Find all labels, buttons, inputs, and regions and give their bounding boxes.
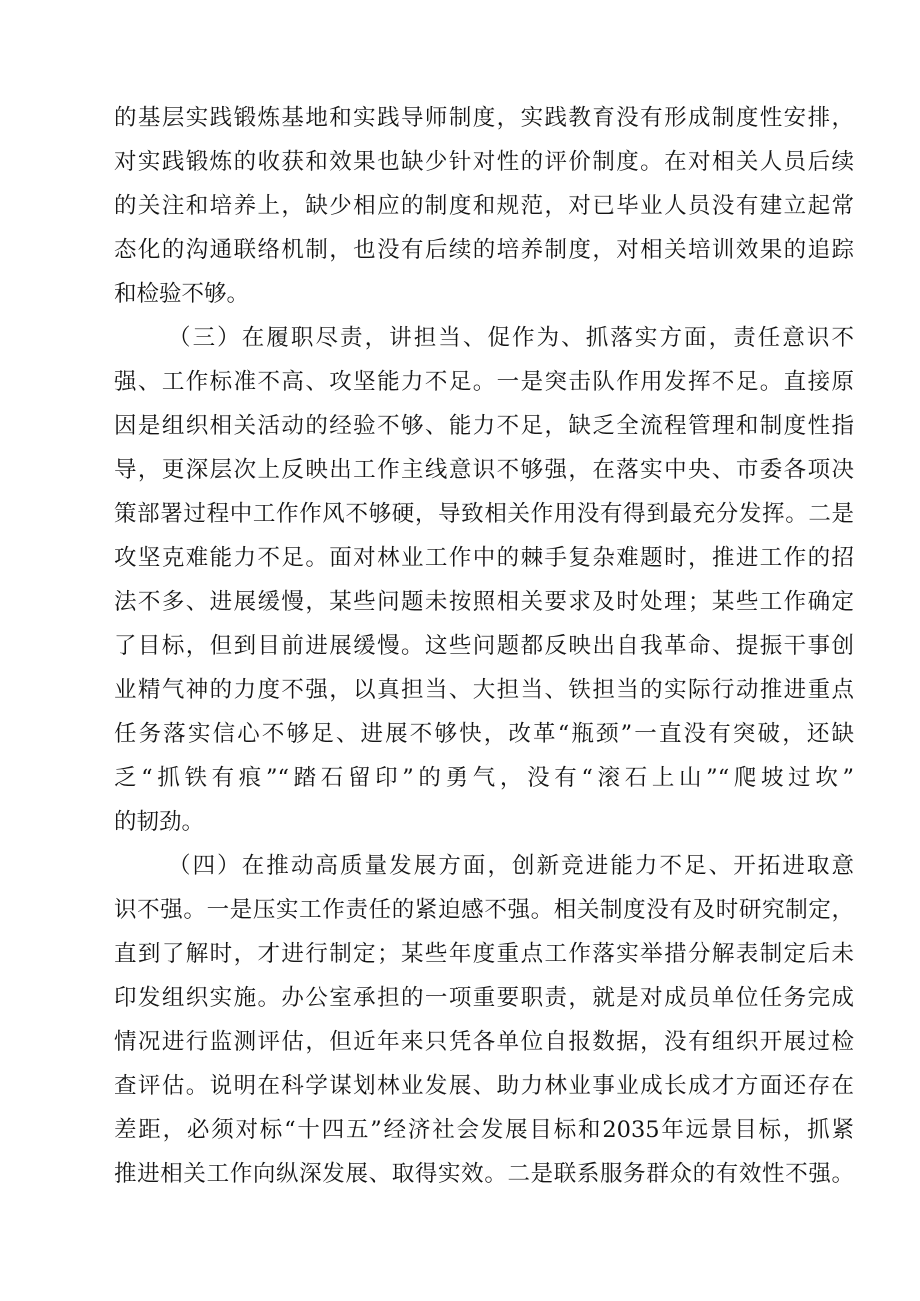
text-line: 和检验不够。 [114,281,250,307]
text-line: 因是组织相关活动的经验不够、能力不足，缺乏全流程管理和制度性指 [114,413,854,439]
text-line: 业精气神的力度不强，以真担当、大担当、铁担当的实际行动推进重点 [114,677,854,703]
text-line: 态化的沟通联络机制，也没有后续的培养制度，对相关培训效果的追踪 [114,237,854,263]
text-line: （三）在履职尽责，讲担当、促作为、抓落实方面，责任意识不 [168,325,854,351]
text-line: 导，更深层次上反映出工作主线意识不够强，在落实中央、市委各项决 [114,457,854,483]
text-line: 直到了解时，才进行制定；某些年度重点工作落实举措分解表制定后未 [114,941,854,967]
text-line: 了目标，但到目前进展缓慢。这些问题都反映出自我革命、提振干事创 [114,633,854,659]
document-body [114,96,854,1196]
text-line: 查评估。说明在科学谋划林业发展、助力林业事业成长成才方面还存在 [114,1073,854,1099]
text-line: 策部署过程中工作作风不够硬，导致相关作用没有得到最充分发挥。二是 [114,501,854,527]
text-line: 的韧劲。 [114,809,205,835]
text-line: 的基层实践锻炼基地和实践导师制度，实践教育没有形成制度性安排， [114,105,854,131]
text-line: 识不强。一是压实工作责任的紧迫感不强。相关制度没有及时研究制定， [114,897,854,923]
text-line: 情况进行监测评估，但近年来只凭各单位自报数据，没有组织开展过检 [114,1029,854,1055]
text-line: 对实践锻炼的收获和效果也缺少针对性的评价制度。在对相关人员后续 [114,149,854,175]
text-line: 差距，必须对标“十四五”经济社会发展目标和2035年远景目标，抓紧 [114,1117,854,1143]
text-line: 强、工作标准不高、攻坚能力不足。一是突击队作用发挥不足。直接原 [114,369,854,395]
text-line: （四）在推动高质量发展方面，创新竞进能力不足、开拓进取意 [168,853,854,879]
text-line: 攻坚克难能力不足。面对林业工作中的棘手复杂难题时，推进工作的招 [114,545,854,571]
text-line: 任务落实信心不够足、进展不够快，改革“瓶颈”一直没有突破，还缺 [114,721,854,747]
text-line: 法不多、进展缓慢，某些问题未按照相关要求及时处理；某些工作确定 [114,589,854,615]
text-line: 推进相关工作向纵深发展、取得实效。二是联系服务群众的有效性不强。 [114,1161,854,1187]
text-line: 的关注和培养上，缺少相应的制度和规范，对已毕业人员没有建立起常 [114,193,854,219]
text-line: 印发组织实施。办公室承担的一项重要职责，就是对成员单位任务完成 [114,985,854,1011]
text-line: 乏“抓铁有痕”“踏石留印”的勇气，没有“滚石上山”“爬坡过坎” [114,765,854,791]
